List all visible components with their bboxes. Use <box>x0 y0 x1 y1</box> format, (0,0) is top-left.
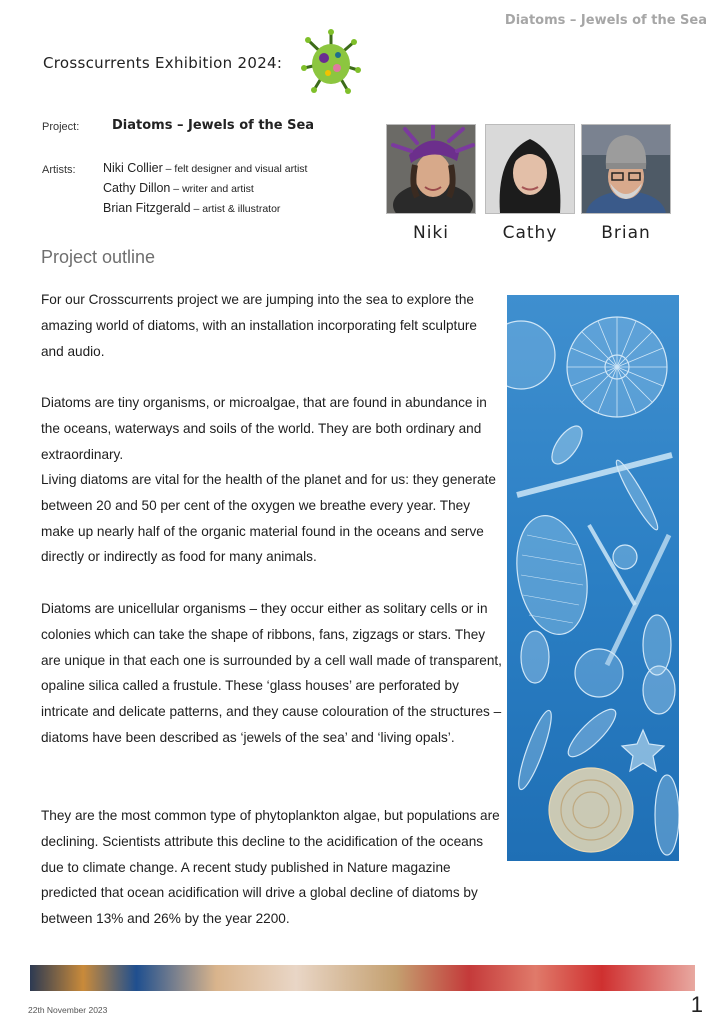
paragraph: Diatoms are tiny organisms, or microalgae, that are found in abundance in the oceans, waterways and soils of the world. They are both ordinary and extraordinary. <box>41 395 487 462</box>
photo-caption-niki: Niki <box>412 223 449 243</box>
footer-date: 22th November 2023 <box>28 1005 108 1015</box>
artist-name: Brian Fitzgerald <box>103 201 191 215</box>
artist-role: – artist & illustrator <box>190 203 281 215</box>
footer-decorative-band <box>30 965 695 991</box>
paragraph: For our Crosscurrents project we are jumping into the sea to explore the amazing world of diatoms, with an installation incorporating felt sculpture and audio. <box>41 292 477 359</box>
photo-caption-cathy: Cathy <box>502 223 558 243</box>
exhibition-title: Crosscurrents Exhibition 2024: <box>43 54 283 72</box>
artist-name: Niki Collier <box>103 161 163 175</box>
running-header-title: Diatoms – Jewels of the Sea <box>504 13 707 28</box>
photo-brian <box>581 124 671 214</box>
artist-name: Cathy Dillon <box>103 181 171 195</box>
artists-label: Artists: <box>42 164 76 176</box>
section-heading: Project outline <box>41 247 156 267</box>
artist-line-cathy <box>103 181 254 195</box>
artist-line-brian <box>103 201 280 215</box>
artist-line-niki <box>103 161 307 175</box>
project-label: Project: <box>42 121 80 133</box>
paragraph: Living diatoms are vital for the health of the planet and for us: they generate between 20 and 50 per cent of the oxygen we breathe every year. They make up nearly half of the organic material found in the oceans and serve directly or indirectly as food for many animals. <box>41 472 496 565</box>
diatom-micrograph-image <box>507 295 679 861</box>
photo-niki <box>386 124 476 214</box>
photo-caption-brian: Brian <box>601 223 651 243</box>
page-number: 1 <box>690 992 703 1017</box>
photo-cathy <box>485 124 575 214</box>
artist-role: – writer and artist <box>170 183 254 195</box>
artist-role: – felt designer and visual artist <box>162 163 308 175</box>
paragraph: They are the most common type of phytoplankton algae, but populations are declining. Scientists attribute this decline to the acidification of the oceans due to climate change. A recent study published in Nature magazine predicted that ocean acidification will drive a global decline of diatoms by between 13% and 26% by the year 2200. <box>41 808 500 927</box>
felt-diatom-mascot-image <box>300 28 362 96</box>
project-name: Diatoms – Jewels of the Sea <box>112 118 315 133</box>
paragraph: Diatoms are unicellular organisms – they occur either as solitary cells or in colonies which can take the shape of ribbons, fans, zigzags or stars. They are unique in that each one is surrounded by a cell wall made of transparent, opaline silica called a frustule. These ‘glass houses’ are perforated by intricate and delicate patterns, and they cause colouration of the structures – diatoms have been described as ‘jewels of the sea’ and ‘living opals’. <box>41 601 502 745</box>
